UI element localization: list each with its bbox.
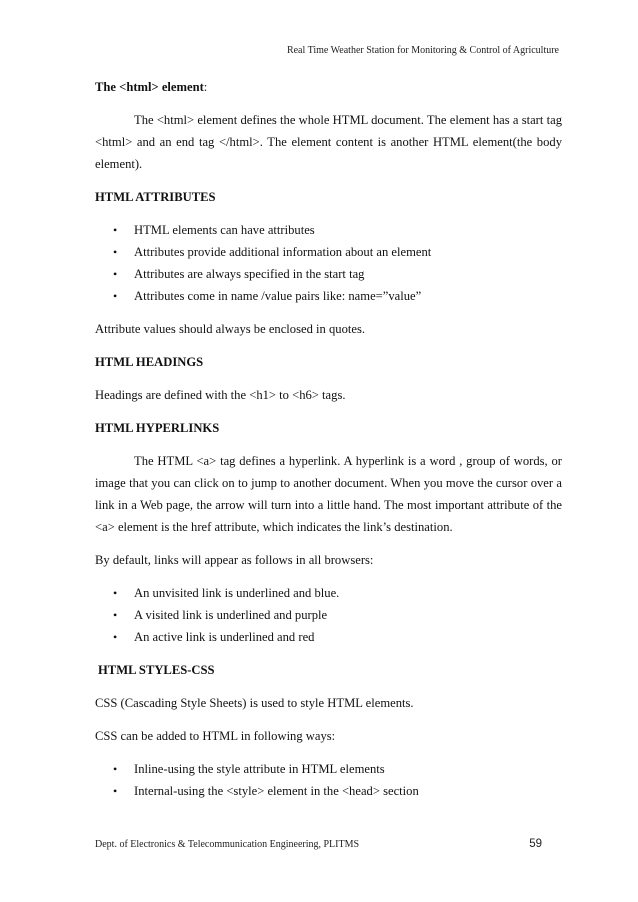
list-item [95, 263, 562, 285]
hyperlinks-intro: By default, links will appear as follows in all browsers: [95, 553, 374, 567]
html-element-heading-line [95, 76, 562, 98]
list-item [95, 285, 562, 307]
running-header: Real Time Weather Station for Monitoring & Control of Agriculture [286, 45, 559, 56]
bullet-icon: • [113, 784, 118, 798]
list-item-text: A visited link is underlined and purple [134, 608, 328, 622]
page-body [95, 76, 562, 802]
bullet-icon: • [113, 245, 118, 259]
attributes-heading: HTML ATTRIBUTES [95, 190, 216, 204]
bullet-icon: • [113, 608, 118, 622]
list-item [95, 604, 562, 626]
list-item-text: An active link is underlined and red [134, 630, 315, 644]
page-number: 59 [529, 838, 542, 850]
list-item [95, 241, 562, 263]
list-item-text: Attributes are always specified in the start tag [134, 267, 365, 281]
bullet-icon: • [113, 586, 118, 600]
list-item-text: Attributes provide additional information about an element [134, 245, 432, 259]
footer-department: Dept. of Electronics & Telecommunication Engineering, PLITMS [95, 839, 360, 850]
list-item [95, 758, 562, 780]
list-item-text: Inline-using the style attribute in HTML elements [134, 762, 385, 776]
styles-paragraph-1: CSS (Cascading Style Sheets) is used to style HTML elements. [95, 696, 414, 710]
headings-heading: HTML HEADINGS [95, 355, 204, 369]
headings-paragraph: Headings are defined with the <h1> to <h6> tags. [95, 388, 346, 402]
html-element-heading: The <html> element [95, 80, 204, 94]
list-item [95, 626, 562, 648]
bullet-icon: • [113, 267, 118, 281]
html-element-paragraph: The <html> element defines the whole HTML document. The element has a start tag <html> and an end tag </html>. The element content is another HTML element(the body element). [95, 113, 562, 171]
styles-list [95, 758, 562, 802]
list-item-text: Attributes come in name /value pairs like: name=”value” [134, 289, 422, 303]
bullet-icon: • [113, 289, 118, 303]
list-item [95, 780, 562, 802]
hyperlinks-paragraph: The HTML <a> tag defines a hyperlink. A hyperlink is a word , group of words, or image that you can click on to jump to another document. When you move the cursor over a link in a Web page, the arrow will turn into a little hand. The most important attribute of the <a> element is the href attribute, which indicates the link’s destination. [95, 454, 562, 534]
hyperlinks-list [95, 582, 562, 648]
styles-paragraph-2: CSS can be added to HTML in following ways: [95, 729, 336, 743]
bullet-icon: • [113, 223, 118, 237]
list-item [95, 582, 562, 604]
bullet-icon: • [113, 630, 118, 644]
bullet-icon: • [113, 762, 118, 776]
page-footer [95, 839, 562, 850]
list-item [95, 219, 562, 241]
attributes-note: Attribute values should always be enclosed in quotes. [95, 322, 366, 336]
heading-colon: : [203, 80, 208, 94]
list-item-text: HTML elements can have attributes [134, 223, 315, 237]
hyperlinks-heading: HTML HYPERLINKS [95, 421, 220, 435]
list-item-text: Internal-using the <style> element in the <head> section [134, 784, 419, 798]
styles-heading: HTML STYLES-CSS [98, 663, 215, 677]
list-item-text: An unvisited link is underlined and blue. [134, 586, 340, 600]
attributes-list [95, 219, 562, 307]
